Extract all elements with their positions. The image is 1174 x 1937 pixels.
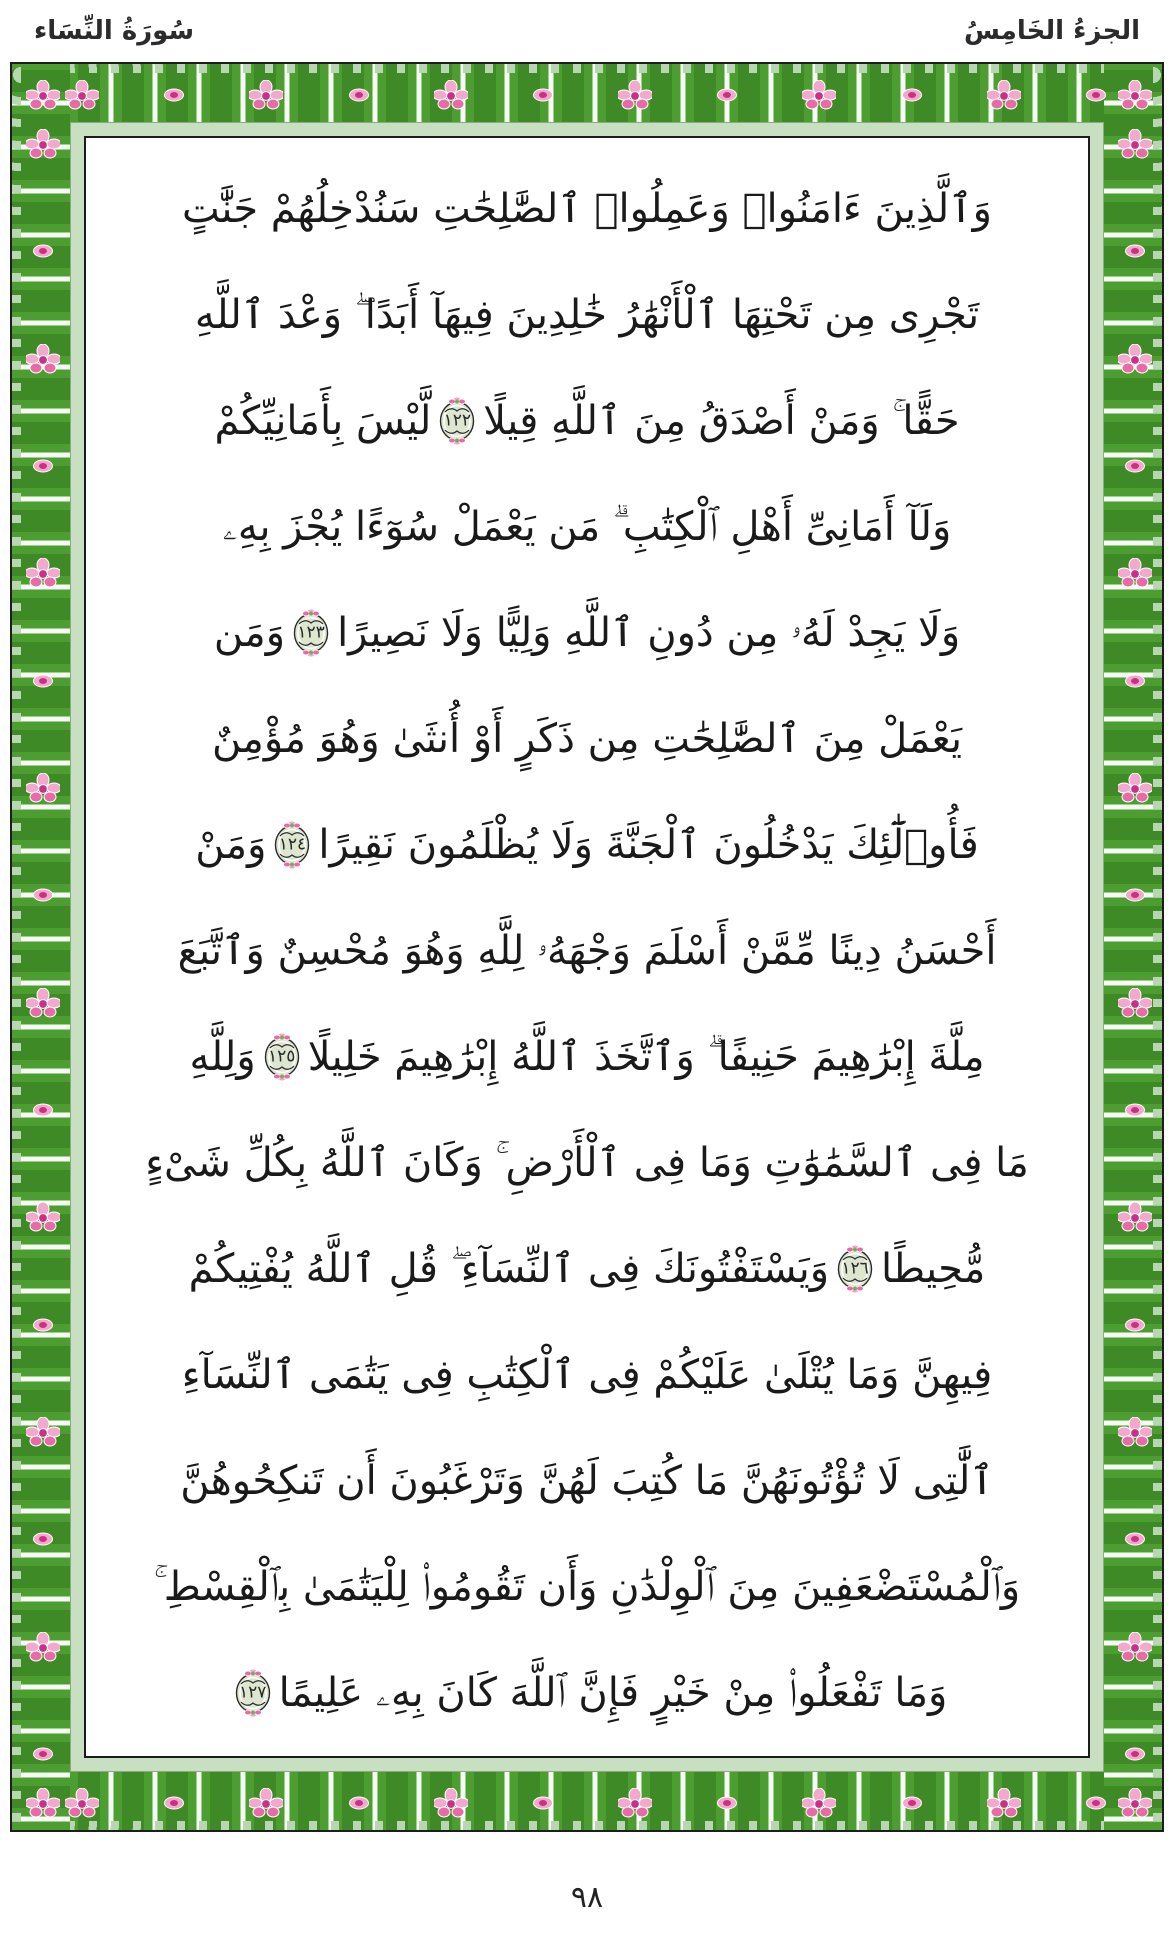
juz-label-header: الجزءُ الخَامِسُ	[964, 16, 1140, 46]
ayah-text-continued: وَمَن	[213, 609, 286, 656]
ayah-text: تَجْرِى مِن تَحْتِهَا ٱلْأَنْهَٰرُ خَٰلِدِينَ فِيهَآ أَبَدًا ۖ وَعْدَ ٱللَّهِ	[194, 291, 980, 338]
ayah-line	[106, 792, 1068, 897]
ayah-number-text: ١٢٣	[297, 622, 325, 643]
ayah-text: وَمَا تَفْعَلُوا۟ مِنْ خَيْرٍ فَإِنَّ ٱللَّهَ كَانَ بِهِۦ عَلِيمًا	[278, 1670, 948, 1717]
surah-name-header: سُورَةُ النِّسَاء	[34, 16, 195, 46]
ayah-number-medallion	[261, 1030, 303, 1084]
ayah-text: مِلَّةَ إِبْرَٰهِيمَ حَنِيفًا ۗ وَٱتَّخَذَ ٱللَّهُ إِبْرَٰهِيمَ خَلِيلًا	[307, 1034, 985, 1080]
ayah-text: فِيهِنَّ وَمَا يُتْلَىٰ عَلَيْكُمْ فِى ٱلْكِتَٰبِ فِى يَتَٰمَى ٱلنِّسَآءِ	[181, 1352, 993, 1399]
ayah-text: وَلَا يَجِدْ لَهُۥ مِن دُونِ ٱللَّهِ وَلِيًّا وَلَا نَصِيرًا	[337, 609, 961, 656]
ayah-number-medallion	[290, 606, 332, 660]
ayah-number-text: ١٢٢	[443, 410, 471, 431]
ayah-text: يَعْمَلْ مِنَ ٱلصَّٰلِحَٰتِ مِن ذَكَرٍ أَوْ أُنثَىٰ وَهُوَ مُؤْمِنٌ	[211, 715, 963, 762]
page-number: ٩٨	[570, 1880, 604, 1915]
ayah-text: وَٱلْمُسْتَضْعَفِينَ مِنَ ٱلْوِلْدَٰنِ وَأَن تَقُومُوا۟ لِلْيَتَٰمَىٰ بِٱلْقِسْطِ ۚ	[153, 1564, 1021, 1611]
ayah-number-text: ١٢٦	[841, 1258, 869, 1279]
running-header	[0, 0, 1174, 62]
ayah-line	[106, 1535, 1068, 1640]
ayah-line	[106, 262, 1068, 367]
ayah-text: مَا فِى ٱلسَّمَٰوَٰتِ وَمَا فِى ٱلْأَرْضِ ۚ وَكَانَ ٱللَّهُ بِكُلِّ شَىْءٍ	[145, 1140, 1029, 1187]
ayah-number-medallion	[436, 394, 478, 448]
ayah-number-medallion	[271, 818, 313, 872]
ayah-line	[106, 686, 1068, 791]
ayah-text: وَٱلَّذِينَ ءَامَنُوا۟ وَعَمِلُوا۟ ٱلصَّٰلِحَٰتِ سَنُدْخِلُهُمْ جَنَّٰتٍ	[182, 185, 992, 232]
ayah-line	[106, 1641, 1068, 1746]
ayah-line	[106, 368, 1068, 473]
ayah-number-medallion	[232, 1666, 274, 1720]
ayah-number-text: ١٢٤	[278, 834, 307, 855]
ayah-text-continued: وَلِلَّهِ	[189, 1034, 256, 1080]
ayah-line	[106, 1005, 1068, 1110]
ayah-text: أَحْسَنُ دِينًا مِّمَّنْ أَسْلَمَ وَجْهَهُۥ لِلَّهِ وَهُوَ مُحْسِنٌ وَٱتَّبَعَ	[177, 927, 997, 974]
ayah-line	[106, 898, 1068, 1003]
ayah-line	[106, 1111, 1068, 1216]
ayah-text: فَأُو۟لَٰٓئِكَ يَدْخُلُونَ ٱلْجَنَّةَ وَلَا يُظْلَمُونَ نَقِيرًا	[318, 821, 979, 868]
ayah-text: ٱلَّٰتِى لَا تُؤْتُونَهُنَّ مَا كُتِبَ لَهُنَّ وَتَرْغَبُونَ أَن تَنكِحُوهُنَّ	[180, 1458, 994, 1505]
ayah-number-text: ١٢٧	[238, 1682, 267, 1703]
quran-text-panel	[84, 136, 1090, 1758]
ayah-text-continued: لَّيْسَ بِأَمَانِيِّكُمْ	[214, 397, 432, 444]
ayah-line	[106, 580, 1068, 685]
ayah-text: مُّحِيطًا	[881, 1246, 986, 1293]
ayah-line	[106, 1217, 1068, 1322]
ayah-line	[106, 474, 1068, 579]
ayah-line	[106, 1429, 1068, 1534]
ayah-text-continued: وَيَسْتَفْتُونَكَ فِى ٱلنِّسَآءِ ۖ قُلِ ٱللَّهُ يُفْتِيكُمْ	[188, 1246, 830, 1293]
ornamental-frame	[10, 62, 1164, 1832]
ayah-text-continued: وَمَنْ	[195, 821, 267, 868]
ayah-line	[106, 156, 1068, 261]
ayah-text: وَلَآ أَمَانِىِّ أَهْلِ ٱلْكِتَٰبِ ۗ مَن يَعْمَلْ سُوٓءًا يُجْزَ بِهِۦ	[222, 503, 952, 550]
ayah-number-medallion	[834, 1242, 876, 1296]
ayah-line	[106, 1323, 1068, 1428]
ayah-number-text: ١٢٥	[267, 1046, 296, 1067]
ayah-text: حَقًّا ۚ وَمَنْ أَصْدَقُ مِنَ ٱللَّهِ قِيلًا	[483, 397, 960, 444]
